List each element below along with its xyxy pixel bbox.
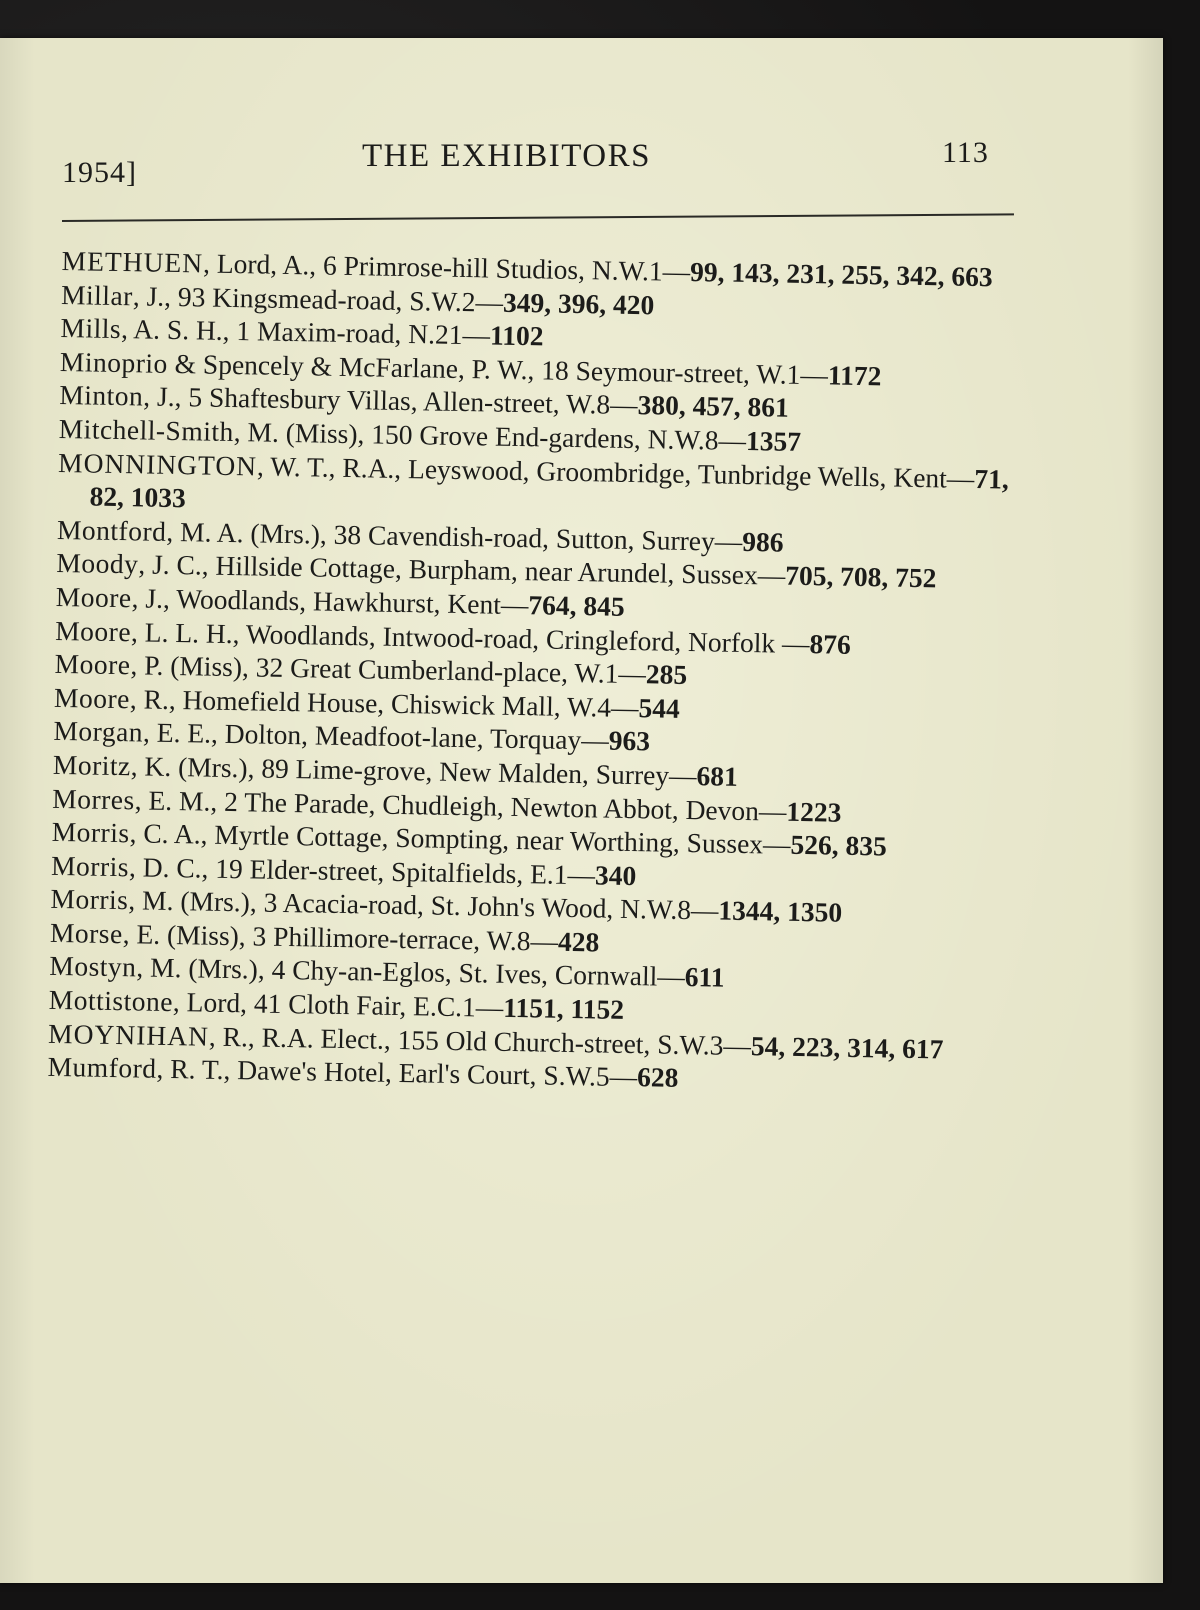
exhibitor-name: Millar — [60, 278, 134, 311]
exhibitor-details: , W. T., R.A., Leyswood, Groombridge, Tunbridge Wells, Kent— — [256, 450, 975, 494]
exhibitor-name: Morris — [51, 816, 130, 849]
header-year: 1954] — [62, 156, 137, 189]
exhibit-numbers: 1223 — [786, 795, 842, 828]
exhibitor-name: MOYNIHAN — [47, 1017, 210, 1052]
exhibit-numbers: 428 — [557, 925, 600, 958]
page-header — [62, 134, 1012, 189]
header-title: THE EXHIBITORS — [362, 138, 651, 174]
exhibitor-details: , A. S. H., 1 Maxim-road, N.21— — [120, 313, 491, 351]
exhibit-numbers: 1172 — [827, 359, 882, 392]
exhibitor-name: Moore — [53, 681, 131, 714]
exhibitor-name: Mostyn — [49, 950, 137, 983]
exhibitor-details: , J., 93 Kingsmead-road, S.W.2— — [132, 279, 504, 318]
exhibitor-details: , K. (Mrs.), 89 Lime-grove, New Malden, Surrey— — [130, 750, 697, 792]
exhibit-numbers: 1357 — [745, 424, 802, 457]
exhibitor-name: Morris — [50, 849, 130, 882]
exhibit-numbers: 1151, 1152 — [503, 991, 625, 1025]
exhibitor-name: Mumford — [47, 1051, 157, 1085]
exhibitor-details: , C. A., Myrtle Cottage, Sompting, near Worthing, Sussex— — [129, 817, 791, 860]
exhibitor-details: , M. (Mrs.), 4 Chy-an-Eglos, St. Ives, Cornwall— — [136, 951, 686, 993]
exhibitor-details: & Spencely & McFarlane, P. W., 18 Seymour-street, W.1— — [167, 347, 829, 391]
exhibitor-name: Morres — [52, 782, 136, 815]
exhibit-numbers: 340 — [594, 859, 637, 891]
exhibitor-name: Minton — [59, 379, 144, 412]
exhibitor-name: Montford — [56, 513, 167, 547]
exhibitor-name: Morris — [50, 883, 129, 916]
exhibitor-name: Moore — [54, 614, 132, 647]
exhibitor-name: Mills — [60, 312, 122, 345]
exhibitor-details: , Lord, 41 Cloth Fair, E.C.1— — [172, 986, 504, 1023]
book-page — [0, 38, 1163, 1583]
exhibitor-details: , L. L. H., Woodlands, Intwood-road, Cringleford, Norfolk — — [130, 615, 810, 659]
exhibitor-details: , R., R.A. Elect., 155 Old Church-street, S.W.3— — [208, 1020, 752, 1061]
exhibitor-name: Moody — [56, 547, 139, 580]
page-number: 113 — [942, 136, 989, 169]
exhibitor-details: , R., Homefield House, Chiswick Mall, W.4— — [129, 682, 639, 723]
exhibit-numbers: 681 — [696, 760, 739, 792]
exhibit-numbers: 544 — [638, 691, 681, 724]
exhibit-numbers: 963 — [608, 724, 651, 757]
exhibitor-name: Mottistone — [48, 983, 174, 1018]
exhibitor-name: METHUEN — [61, 244, 204, 279]
exhibit-numbers: 611 — [684, 961, 725, 994]
exhibitor-details: , M. A. (Mrs.), 38 Cavendish-road, Sutton, Surrey— — [166, 515, 743, 557]
exhibitor-details: , P. (Miss), 32 Great Cumberland-place, W.1— — [130, 649, 647, 690]
exhibitor-list — [47, 244, 1052, 1101]
exhibit-numbers: 54, 223, 314, 617 — [750, 1029, 944, 1065]
exhibitor-name: Moore — [54, 648, 131, 681]
exhibitor-name: Morgan — [53, 715, 144, 748]
exhibitor-details: , J. C., Hillside Cottage, Burpham, near Arundel, Sussex— — [138, 548, 786, 592]
exhibit-numbers: 99, 143, 231, 255, 342, 663 — [689, 255, 993, 293]
exhibitor-details: , E. M., 2 The Parade, Chudleigh, Newton Abbot, Devon— — [134, 783, 787, 827]
exhibit-numbers: 705, 708, 752 — [784, 560, 937, 594]
exhibitor-details: , M. (Miss), 150 Grove End-gardens, N.W.8— — [233, 415, 747, 456]
exhibitor-details: , E. (Miss), 3 Phillimore-terrace, W.8— — [122, 918, 559, 957]
exhibit-numbers: 71, 82, 1033 — [89, 462, 1010, 514]
exhibit-numbers: 526, 835 — [790, 828, 888, 862]
exhibit-numbers: 1344, 1350 — [718, 894, 843, 928]
exhibitor-name: Morse — [49, 916, 124, 950]
exhibitor-details: , R. T., Dawe's Hotel, Earl's Court, S.W.5— — [156, 1053, 638, 1093]
exhibitor-details: , Lord, A., 6 Primrose-hill Studios, N.W.1— — [202, 247, 691, 287]
header-rule — [62, 213, 1014, 222]
exhibit-numbers: 986 — [742, 525, 784, 558]
exhibit-numbers: 764, 845 — [528, 589, 625, 622]
exhibitor-details: , J., Woodlands, Hawkhurst, Kent— — [131, 582, 529, 621]
exhibitor-name: Minoprio — [59, 345, 169, 379]
exhibit-numbers: 1102 — [489, 319, 544, 352]
exhibitor-details: , J., 5 Shaftesbury Villas, Allen-street, W.8— — [143, 380, 638, 421]
exhibit-numbers: 380, 457, 861 — [637, 389, 790, 424]
exhibitor-name: Moritz — [52, 748, 132, 782]
exhibitor-details: , E. E., Dolton, Meadfoot-lane, Torquay— — [142, 716, 610, 756]
exhibit-numbers: 628 — [636, 1061, 679, 1094]
exhibitor-details: , D. C., 19 Elder-street, Spitalfields, E.1— — [128, 850, 596, 891]
exhibit-numbers: 285 — [645, 658, 688, 691]
exhibitor-name: MONNINGTON — [57, 446, 258, 481]
exhibit-numbers: 876 — [809, 627, 852, 660]
exhibitor-name: Moore — [55, 580, 132, 614]
exhibit-numbers: 349, 396, 420 — [502, 286, 655, 320]
exhibitor-name: Mitchell-Smith — [58, 412, 235, 447]
exhibitor-details: , M. (Mrs.), 3 Acacia-road, St. John's Wood, N.W.8— — [128, 884, 719, 926]
